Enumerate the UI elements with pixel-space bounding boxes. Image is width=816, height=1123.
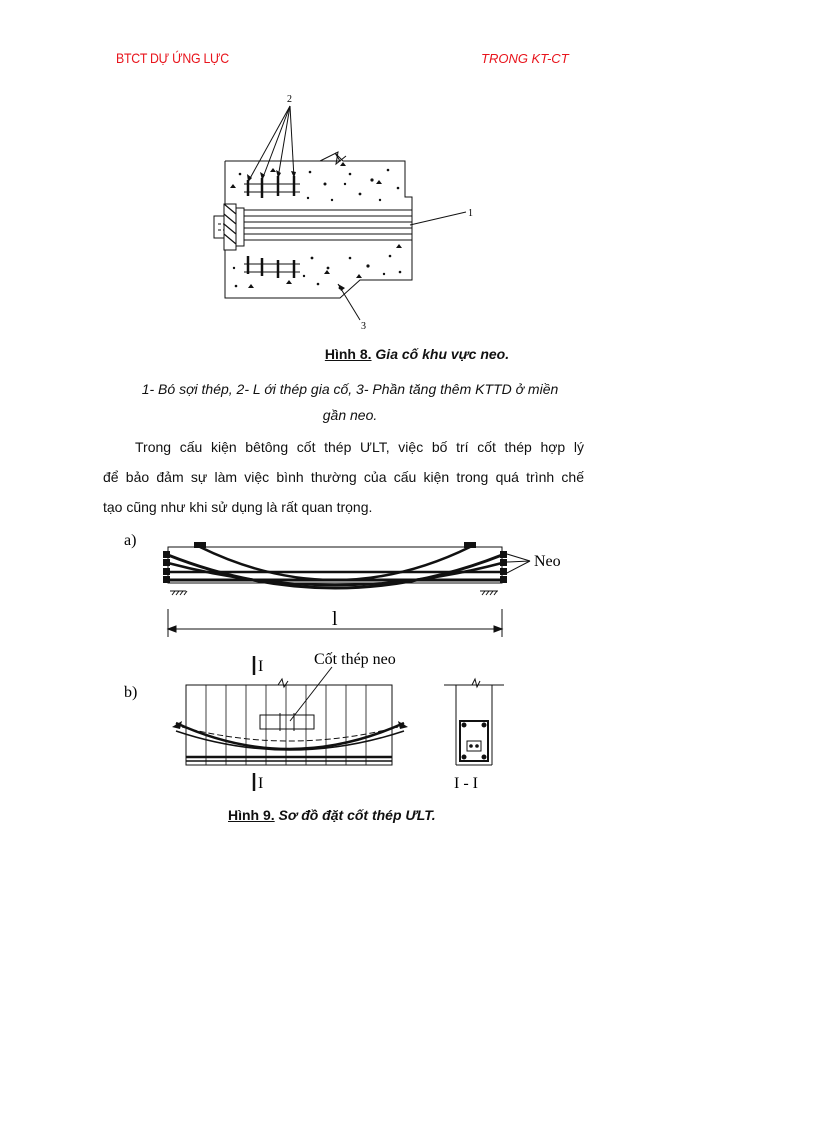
label-b: b) [124,684,138,701]
figure-8-caption-title: Gia cố khu vực neo. [371,346,510,362]
paragraph-line2: để bảo đảm sự làm việc bình thường của cấu kiện trong quá trình chế [103,469,584,485]
anchors-a [163,542,507,583]
section-label: I - I [454,775,478,792]
beam-b [176,685,404,765]
paragraph-line1: Trong cấu kiện bêtông cốt thép ƯLT, việc bố trí cốt thép hợp lý [135,439,584,455]
cross-section [444,679,504,765]
supports [170,591,498,595]
aggregate-dots [230,162,402,289]
label-a: a) [124,532,137,549]
leader-lines [248,106,466,320]
figure-8-legend-line1: 1- Bó sợi thép, 2- L ới thép gia cố, 3- Phần tăng thêm KTTD ở miền [141,381,559,397]
span-label: l [332,608,338,630]
concrete-outline [225,153,412,298]
paragraph-line3: tạo cũng như khi sử dụng là rất quan trọng. [103,499,373,515]
cot-thep-neo-label: Cốt thép neo [314,651,396,668]
reinforcing-mesh [248,176,294,278]
section-mark-bottom: I [258,775,264,792]
figure-9-caption-title: Sơ đồ đặt cốt thép ƯLT. [274,807,436,823]
figure-8-caption-prefix: Hình 8. [324,346,372,362]
header-right: TRONG KT-CT [481,51,569,66]
label-1: 1 [468,208,473,219]
figure-8-drawing [200,88,500,338]
neo-label: Neo [534,553,561,570]
break-mark [320,152,346,164]
label-2: 2 [287,94,292,105]
header-left: BTCT DỰ ỨNG LỰC [116,50,229,66]
figure-8-legend [100,376,600,428]
body-paragraph [103,432,584,522]
section-mark-top: I [258,658,264,675]
figure-8-legend-line2: gần neo. [322,407,378,423]
beam-a [168,547,502,588]
neo-leaders [507,554,530,573]
figure-9-caption [228,807,436,823]
figure-9-drawing [110,525,590,800]
label-3: 3 [361,321,366,332]
figure-9-caption-prefix: Hình 9. [228,807,275,823]
figure-8-caption [0,346,816,362]
tendon-bundle [240,210,412,240]
